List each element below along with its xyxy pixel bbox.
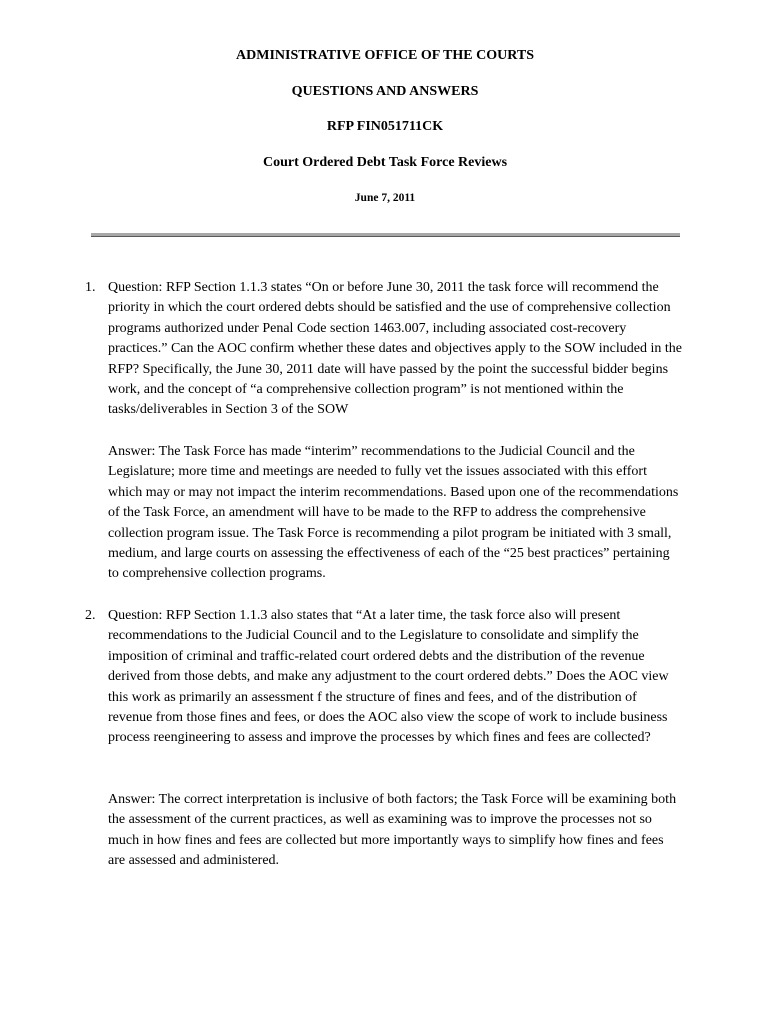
horizontal-divider — [91, 233, 680, 237]
item-number: 1. — [85, 280, 96, 295]
qa-heading: QUESTIONS AND ANSWERS — [291, 84, 479, 99]
question-text: Question: RFP Section 1.1.3 states “On or before June 30, 2011 the task force will recommend the priority in which the court ordered debts should be satisfied and the use of comprehensive collection programs authorized under Penal Code section 1463.007, including associated cost-recovery practices.” Can the AOC confirm whether these dates and objectives apply to the SOW included in the RFP? Specifically, the June 30, 2011 date will have passed by the point the successful bidder begins work, and the concept of “a comprehensive collection program” is not mentioned within the tasks/deliverables in Section 3 of the SOW — [108, 280, 682, 418]
answer-text: Answer: The correct interpretation is inclusive of both factors; the Task Force will be examining both the assessment of the current practices, as well as examining was to improve the processes not so much in how fines and fees are collected but more importantly ways to simplify how fines and fees are assessed and administered. — [108, 792, 677, 869]
question-text: Question: RFP Section 1.1.3 also states that “At a later time, the task force also will present recommendations to the Judicial Council and to the Legislature to consolidate and simplify the imposition of criminal and traffic-related court ordered debts and the distribution of the revenue derived from those debts, and make any adjustment to the court ordered debts.” Does the AOC view this work as primarily an assessment f the structure of fines and fees, and of the distribution of revenue from those fines and fees, or does the AOC also view the scope of work to include business process reengineering to assess and improve the processes by which fines and fees are collected? — [108, 608, 669, 746]
rfp-number-heading: RFP FIN051711CK — [326, 119, 444, 134]
office-heading: ADMINISTRATIVE OFFICE OF THE COURTS — [236, 48, 534, 63]
answer-text: Answer: The Task Force has made “interim” recommendations to the Judicial Council and the Legislature; more time and meetings are needed to fully vet the issues associated with this effort which may or may not impact the interim recommendations. Based upon one of the recommendations of the Task Force, an amendment will have to be made to the RFP to address the comprehensive collection program issue. The Task Force is recommending a pilot program be initiated with 3 small, medium, and large courts on assessing the effectiveness of each of the “25 best practices” pertaining to comprehensive collection programs. — [108, 444, 679, 582]
document-date: June 7, 2011 — [354, 192, 416, 204]
item-number: 2. — [85, 608, 96, 623]
document-title: Court Ordered Debt Task Force Reviews — [262, 155, 508, 170]
